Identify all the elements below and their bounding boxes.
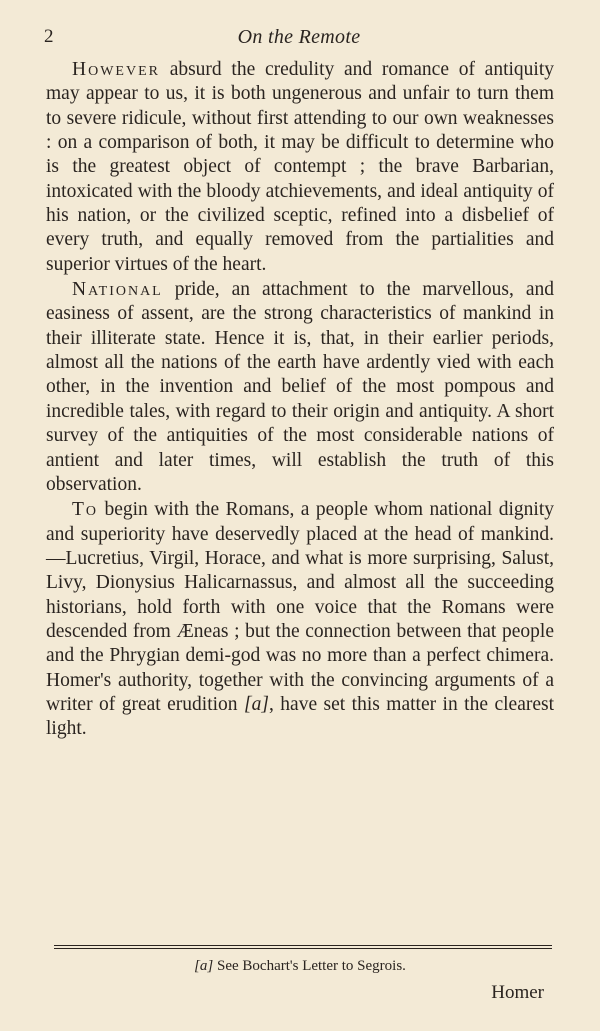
paragraph-lead: However	[72, 59, 160, 80]
paragraph-text: pride, an attachment to the marvellous, and easiness of assent, are the strong characteristics of mankind in their illiterate state. Hence it is, that, in their earlier periods, almost all the nations of the earth have ardently vied with each other, in the invention and belief of the most pompous and incredible tales, with regard to their origin and antiquity. A short survey of the antiquities of the most considerable nations of antient and later times, will establish the truth of this observation.	[46, 279, 554, 495]
paragraph-tail: , have set this matter in the clearest light.	[46, 693, 555, 740]
paragraph-2	[46, 278, 554, 497]
paragraph-1	[46, 58, 554, 277]
footnote-reference: [a]	[244, 693, 269, 715]
body-text	[46, 58, 554, 742]
page-header	[44, 26, 554, 52]
footnote-rule	[54, 945, 552, 946]
footnote-text: See Bochart's Letter to Segrois.	[213, 958, 406, 974]
page-number: 2	[44, 26, 54, 47]
paragraph-lead: National	[72, 279, 163, 301]
paragraph-lead: To	[72, 499, 99, 521]
footnote-mark: [a]	[194, 958, 214, 974]
paragraph-3	[46, 498, 554, 741]
paragraph-text: begin with the Romans, a people whom national dignity and superiority have deservedly placed at the head of mankind.—Lucretius, Virgil, Horace, and what is more surprising, Salust, Livy, Dionysius Halicarnassus, and almost all the succeeding historians, hold forth with one voice that the Romans were descended from Æneas ; but the connection between that people and the Phrygian demi-god was no more than a perfect chimera. Homer's authority, together with the convincing arguments of a writer of great erudition	[46, 499, 554, 715]
footnote-rule-thin	[54, 948, 552, 949]
catchword: Homer	[491, 982, 544, 1003]
paragraph-text: absurd the credulity and romance of antiquity may appear to us, it is both ungenerous and unfair to turn them to severe ridicule, without first attending to our own weaknesses : on a comparison of both, it may be difficult to determine who is the greatest object of contempt ; the brave Barbarian, intoxicated with the bloody atchievements, and ideal antiquity of his nation, or the civilized sceptic, refined into a disbelief of every truth, and equally removed from the partialities and superior virtues of the heart.	[46, 59, 554, 275]
running-title: On the Remote	[237, 26, 361, 48]
footnote	[0, 958, 600, 975]
